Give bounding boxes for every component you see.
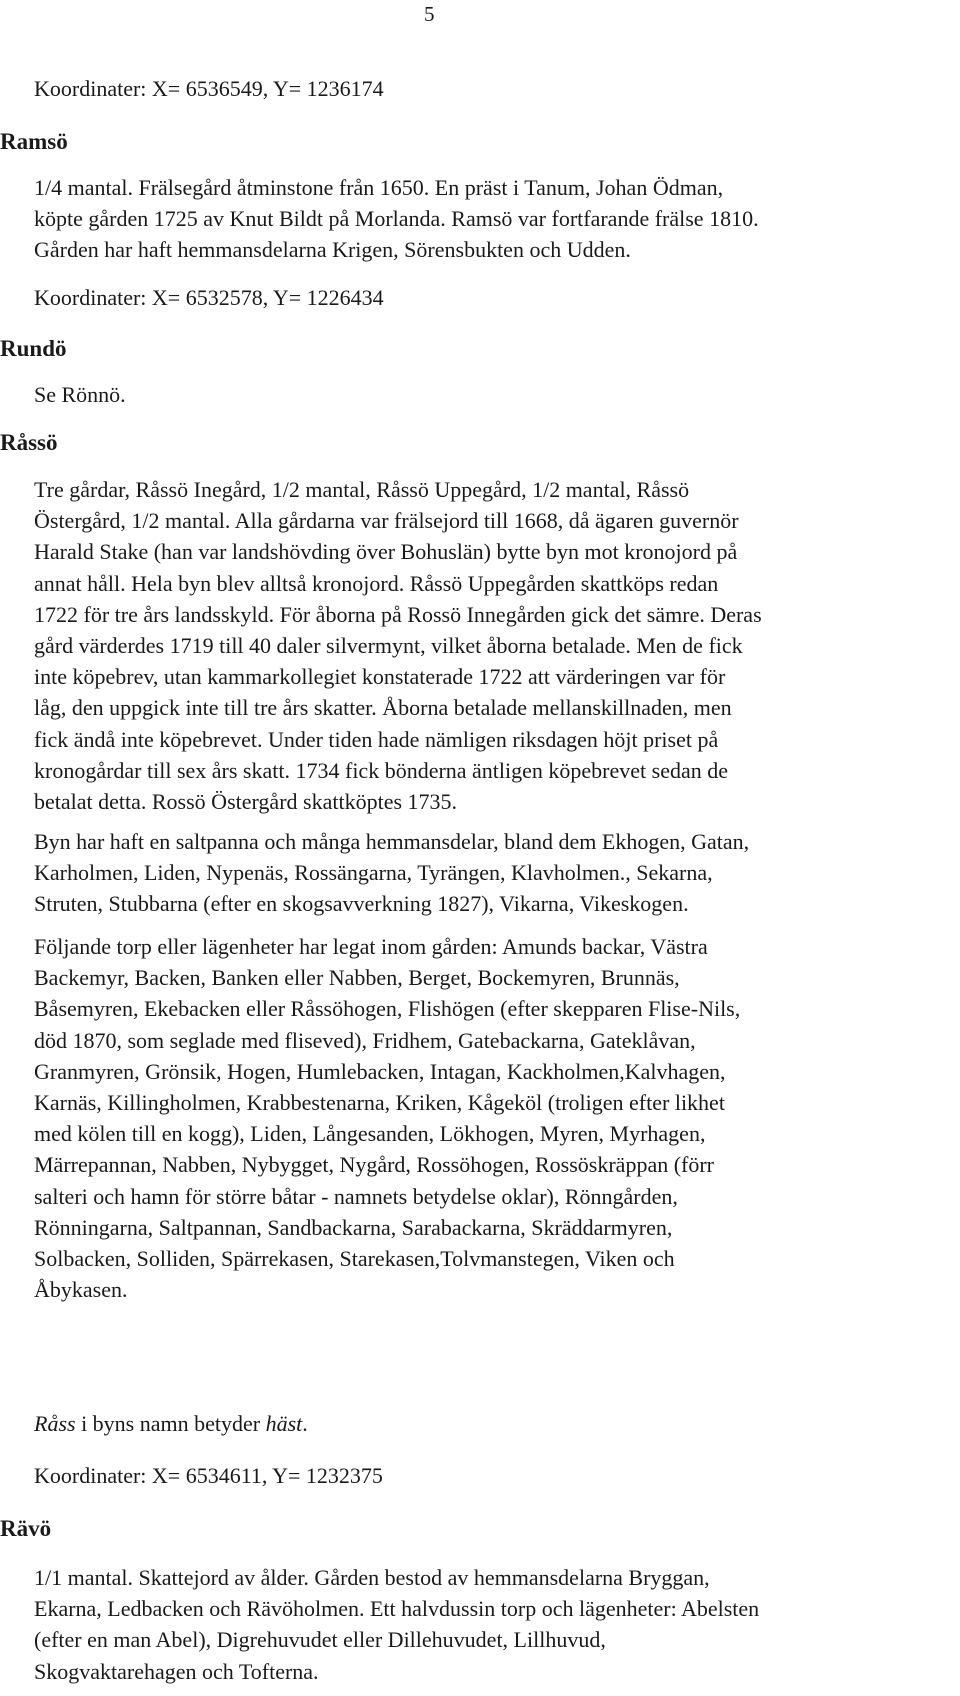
text-line: betalat detta. Rossö Östergård skattköptes 1735.: [34, 789, 458, 815]
text-line: gård värderdes 1719 till 40 daler silvermynt, vilket åborna betalade. Men de fick: [34, 633, 743, 659]
text-line: Märrepannan, Nabben, Nybygget, Nygård, Rossöhogen, Rossöskräppan (förr: [34, 1152, 715, 1178]
text-line: Byn har haft en saltpanna och många hemmansdelar, bland dem Ekhogen, Gatan,: [34, 829, 750, 854]
etymology-meaning: häst: [265, 1411, 303, 1436]
text-line: Struten, Stubbarna (efter en skogsavverkning 1827), Vikarna, Vikeskogen.: [34, 891, 689, 917]
rasso-paragraph-1: [34, 474, 956, 817]
heading-rundo: Rundö: [0, 336, 67, 361]
text-line: Östergård, 1/2 mantal. Alla gårdarna var frälsejord till 1668, då ägaren guvernör: [34, 508, 739, 534]
ramso-description: [34, 172, 956, 266]
text-line: (efter en man Abel), Digrehuvudet eller Dillehuvudet, Lillhuvud,: [34, 1627, 606, 1653]
text-line: död 1870, som seglade med fliseved), Fridhem, Gatebackarna, Gateklåvan,: [34, 1027, 696, 1053]
text-line: Gården har haft hemmansdelarna Krigen, Sörensbukten och Udden.: [34, 237, 631, 263]
text-line: inte köpebrev, utan kammarkollegiet konstaterade 1722 att värderingen var för: [34, 664, 726, 690]
page-number: 5: [424, 2, 435, 26]
text-line: Följande torp eller lägenheter har legat inom gården: Amunds backar, Västra: [34, 934, 708, 959]
text-line: 1/4 mantal. Frälsegård åtminstone från 1650. En präst i Tanum, Johan Ödman,: [34, 175, 724, 200]
text-line: låg, den uppgick inte till tre års skatter. Åborna betalade mellanskillnaden, men: [34, 695, 732, 721]
text-line: Rönningarna, Saltpannan, Sandbackarna, Sarabackarna, Skräddarmyren,: [34, 1214, 673, 1240]
text-line: med kölen till en kogg), Liden, Långesanden, Lökhogen, Myren, Myrhagen,: [34, 1121, 706, 1147]
rasso-paragraph-2: [34, 826, 956, 920]
heading-ramso: Ramsö: [0, 129, 68, 154]
text-line: Karholmen, Liden, Nypenäs, Rossängarna, Tyrängen, Klavholmen., Sekarna,: [34, 860, 713, 886]
rasso-etymology: [34, 1409, 308, 1439]
heading-rasso: Råssö: [0, 430, 58, 455]
text-line: Skogvaktarehagen och Tofterna.: [34, 1658, 319, 1684]
text-line: 1/1 mantal. Skattejord av ålder. Gården bestod av hemmansdelarna Bryggan,: [34, 1565, 710, 1590]
coordinates-previous: Koordinater: X= 6536549, Y= 1236174: [34, 76, 384, 101]
text-line: Backemyr, Backen, Banken eller Nabben, Berget, Bockemyren, Brunnäs,: [34, 965, 680, 991]
text-line: salteri och hamn för större båtar - namnets betydelse oklar), Rönngården,: [34, 1183, 678, 1209]
text-line: annat håll. Hela byn blev alltså kronojord. Råssö Uppegården skattköps redan: [34, 570, 719, 596]
rundo-reference: Se Rönnö.: [34, 382, 126, 407]
text-line: 1722 för tre års landsskyld. För åborna på Rossö Innegården gick det sämre. Deras: [34, 601, 762, 627]
text-line: Båsemyren, Ekebacken eller Råssöhogen, Flishögen (efter skepparen Flise-Nils,: [34, 996, 741, 1022]
text-line: Granmyren, Grönsik, Hogen, Humlebacken, Intagan, Kackholmen,Kalvhagen,: [34, 1058, 726, 1084]
text-line: köpte gården 1725 av Knut Bildt på Morlanda. Ramsö var fortfarande frälse 1810.: [34, 206, 759, 232]
text-line: Ekarna, Ledbacken och Rävöholmen. Ett halvdussin torp och lägenheter: Abelsten: [34, 1596, 760, 1622]
text-line: Åbykasen.: [34, 1277, 128, 1303]
text-line: Solbacken, Solliden, Spärrekasen, Starekasen,Tolvmanstegen, Viken och: [34, 1246, 675, 1272]
text-line: Karnäs, Killingholmen, Krabbestenarna, Kriken, Kågeköl (troligen efter likhet: [34, 1090, 725, 1116]
rasso-paragraph-3: [34, 931, 956, 1305]
text-line: Tre gårdar, Råssö Inegård, 1/2 mantal, Råssö Uppegård, 1/2 mantal, Råssö: [34, 477, 690, 502]
heading-ravo: Rävö: [0, 1516, 52, 1541]
text-line: fick ändå inte köpebrevet. Under tiden hade nämligen riksdagen höjt priset på: [34, 726, 719, 752]
coordinates-rasso: Koordinater: X= 6534611, Y= 1232375: [34, 1463, 383, 1488]
coordinates-ramso: Koordinater: X= 6532578, Y= 1226434: [34, 285, 384, 310]
text-line: kronogårdar till sex års skatt. 1734 fick bönderna äntligen köpebrevet sedan de: [34, 757, 728, 783]
etymology-text: i byns namn betyder: [75, 1411, 266, 1436]
etymology-end: .: [302, 1411, 308, 1436]
etymology-word: Råss: [34, 1411, 76, 1436]
ravo-description: [34, 1562, 956, 1687]
text-line: Harald Stake (han var landshövding över Bohuslän) bytte byn mot kronojord på: [34, 539, 738, 565]
